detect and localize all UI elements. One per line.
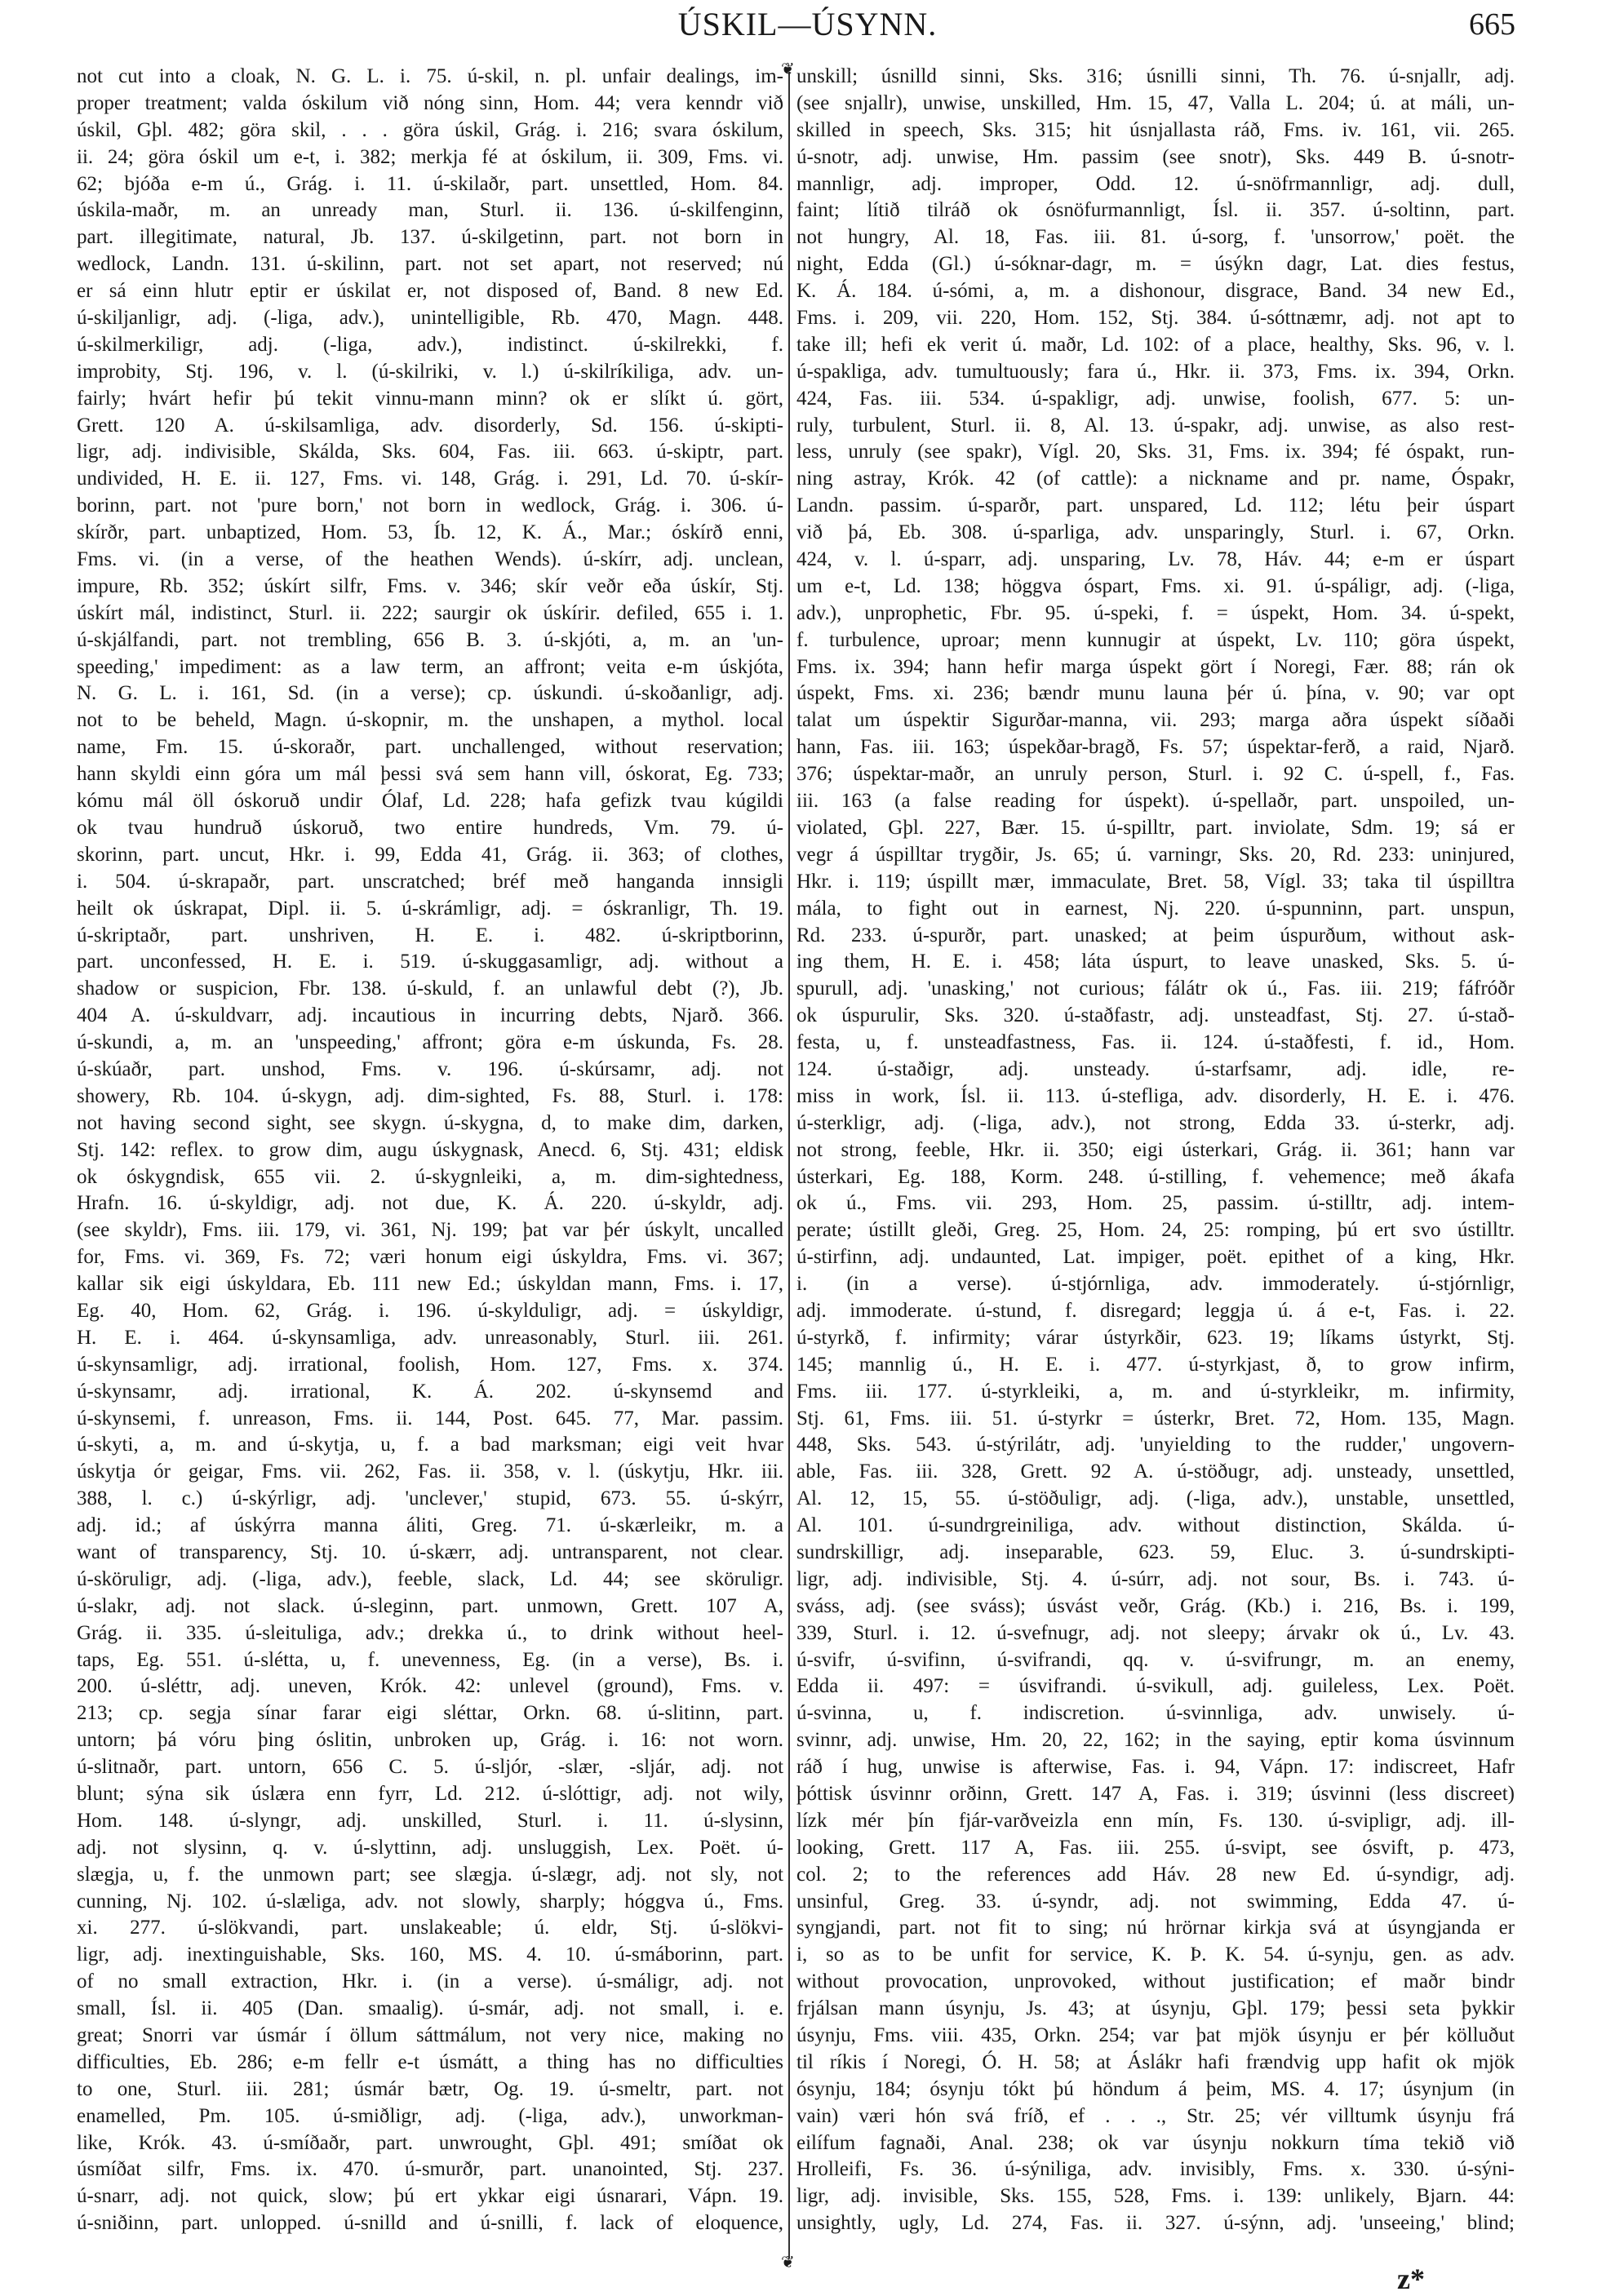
dictionary-line: svinnr, adj. unwise, Hm. 20, 22, 162; in the saying, eptir koma úsvinnum [796, 1729, 1515, 1752]
dictionary-line: cunning, Nj. 102. ú-slæliga, adv. not slowly, sharply; hóggva ú., Fms. [77, 1890, 783, 1913]
dictionary-line: ok tvau hundruð úskoruð, two entire hundreds, Vm. 79. ú- [77, 816, 783, 839]
dictionary-line: þóttisk úsvinnr orðinn, Grett. 147 A, Fas. i. 319; úsvinni (less discreet) [796, 1783, 1515, 1805]
right-column [796, 64, 1515, 2237]
dictionary-line: Edda ii. 497: = úsvifrandi. ú-svikull, adj. guileless, Lex. Poët. [796, 1675, 1515, 1698]
dictionary-line: úskil, Gþl. 482; göra skil, . . . göra úskil, Grág. i. 216; svara óskilum, [77, 118, 783, 141]
dictionary-line: skírðr, part. unbaptized, Hom. 53, Íb. 12, K. Á., Mar.; óskírð enni, [77, 521, 783, 544]
dictionary-line: able, Fas. iii. 328, Grett. 92 A. ú-stöðugr, adj. unsteady, unsettled, [796, 1460, 1515, 1483]
dictionary-line: faint; lítið tilráð ok ósnöfurmannligt, Ísl. ii. 357. ú-soltinn, part. [796, 199, 1515, 222]
dictionary-line: Rd. 233. ú-spurðr, part. unasked; at þeim úspurðum, without ask- [796, 924, 1515, 946]
dictionary-line: ruly, turbulent, Sturl. ii. 8, Al. 13. ú-spakr, adj. unwise, as also rest- [796, 414, 1515, 437]
dictionary-line: undivided, H. E. ii. 127, Fms. vi. 148, Grág. i. 291, Ld. 70. ú-skír- [77, 468, 783, 490]
dictionary-line: 339, Sturl. i. 12. ú-svefnugr, adj. not sleepy; árvakr ok ú., Lv. 43. [796, 1621, 1515, 1644]
dictionary-line: skorinn, part. uncut, Hkr. i. 99, Edda 41, Grág. ii. 363; of clothes, [77, 843, 783, 866]
dictionary-line: fairly; hvárt hefir þú tekit vinnu-mann minn? ok er slíkt ú. gört, [77, 387, 783, 410]
dictionary-line: ú-slitnaðr, part. untorn, 656 C. 5. ú-sljór, -slær, -sljár, adj. not [77, 1756, 783, 1779]
dictionary-line: for, Fms. vi. 369, Fs. 72; væri honum eigi úskyldra, Fms. vi. 367; [77, 1246, 783, 1269]
dictionary-line: not cut into a cloak, N. G. L. i. 75. ú-skil, n. pl. unfair dealings, im- [77, 65, 783, 87]
dictionary-line: 424, v. l. ú-sparr, adj. unsparing, Lv. 78, Háv. 44; e-m er úspart [796, 548, 1515, 571]
dictionary-line: Fms. i. 209, vii. 220, Hom. 152, Stj. 384. ú-sóttnæmr, adj. not apt to [796, 307, 1515, 330]
dictionary-line: i. 504. ú-skrapaðr, part. unscratched; bréf með hanganda innsigli [77, 870, 783, 893]
dictionary-line: slægja, u, f. the unmown part; see slægja. ú-slægr, adj. not sly, not [77, 1863, 783, 1886]
dictionary-line: enamelled, Pm. 105. ú-smiðligr, adj. (-liga, adv.), unworkman- [77, 2104, 783, 2127]
dictionary-line: adv.), unprophetic, Fbr. 95. ú-speki, f. = úspekt, Hom. 34. ú-spekt, [796, 601, 1515, 624]
dictionary-line: 376; úspektar-maðr, an unruly person, Sturl. i. 92 C. ú-spell, f., Fas. [796, 763, 1515, 786]
dictionary-line: Al. 101. ú-sundrgreiniliga, adv. without distinction, Skálda. ú- [796, 1514, 1515, 1537]
dictionary-line: ú-spakliga, adv. tumultuously; fara ú., Hkr. ii. 373, Fms. ix. 394, Orkn. [796, 360, 1515, 383]
ornament-icon: ❦ [781, 60, 795, 78]
dictionary-line: 213; cp. segja sínar farar eigi sléttar, Orkn. 68. ú-slitinn, part. [77, 1702, 783, 1725]
dictionary-line: ing them, H. E. i. 458; láta úspurt, to leave unasked, Sks. 5. ú- [796, 951, 1515, 973]
dictionary-line: skilled in speech, Sks. 315; hit úsnjallasta ráð, Fms. iv. 161, vii. 265. [796, 118, 1515, 141]
dictionary-line: looking, Grett. 117 A, Fas. iii. 255. ú-svipt, see ósvift, p. 473, [796, 1836, 1515, 1859]
dictionary-line: ú-skriptaðr, part. unshriven, H. E. i. 482. ú-skriptborinn, [77, 924, 783, 946]
dictionary-line: ú-skynsamr, adj. irrational, K. Á. 202. ú-skynsemd and [77, 1380, 783, 1403]
dictionary-line: less, unruly (see spakr), Vígl. 20, Sks. 31, Fms. ix. 394; fé óspakt, run- [796, 441, 1515, 463]
dictionary-line: syngjandi, part. not fit to sing; nú hrörnar kirkja svá at úsyngjanda er [796, 1917, 1515, 1939]
dictionary-line: xi. 277. ú-slökvandi, part. unslakeable; ú. eldr, Stj. ú-slökvi- [77, 1917, 783, 1939]
dictionary-line: ii. 24; göra óskil um e-t, i. 382; merkja fé at óskilum, ii. 309, Fms. vi. [77, 145, 783, 168]
dictionary-line: um e-t, Ld. 138; höggva óspart, Fms. xi. 91. ú-spáligr, adj. (-liga, [796, 574, 1515, 597]
dictionary-line: Fms. iii. 177. ú-styrkleiki, a, m. and ú-styrkleikr, m. infirmity, [796, 1380, 1515, 1403]
dictionary-line: i, so as to be unfit for service, K. Þ. K. 54. ú-synju, gen. as adv. [796, 1944, 1515, 1966]
dictionary-line: improbity, Stj. 196, v. l. (ú-skilriki, v. l.) ú-skilríkiliga, adv. un- [77, 360, 783, 383]
dictionary-line: 124. ú-staðigr, adj. unsteady. ú-starfsamr, adj. idle, re- [796, 1057, 1515, 1080]
dictionary-line: Hrafn. 16. ú-skyldigr, adj. not due, K. Á. 220. ú-skyldr, adj. [77, 1192, 783, 1215]
dictionary-line: ú-sköruligr, adj. (-liga, adv.), feeble, slack, Ld. 44; see sköruligr. [77, 1567, 783, 1590]
dictionary-line: 145; mannlig ú., H. E. i. 477. ú-styrkjast, ð, to grow infirm, [796, 1353, 1515, 1376]
dictionary-line: adj. id.; af úskýrra manna áliti, Greg. 71. ú-skærleikr, m. a [77, 1514, 783, 1537]
dictionary-line: Stj. 142: reflex. to grow dim, augu úskygnask, Anecd. 6, Stj. 431; eldisk [77, 1138, 783, 1161]
dictionary-line: spurull, adj. 'unasking,' not curious; fálátr ok ú., Fas. iii. 219; fáfróðr [796, 977, 1515, 1000]
dictionary-line: úskytja ór geigar, Fms. vii. 262, Fas. ii. 358, v. l. (úskytju, Hkr. iii. [77, 1460, 783, 1483]
dictionary-line: iii. 163 (a false reading for úspekt). ú-spellaðr, part. unspoiled, un- [796, 790, 1515, 813]
column-divider [788, 72, 790, 2258]
dictionary-line: K. Á. 184. ú-sómi, a, m. a dishonour, disgrace, Band. 34 new Ed., [796, 280, 1515, 303]
dictionary-line: ú-stirfinn, adj. undaunted, Lat. impiger, poët. epithet of a king, Hkr. [796, 1246, 1515, 1269]
dictionary-line: ú-sniðinn, part. unlopped. ú-snilld and ú-snilli, f. lack of eloquence, [77, 2212, 783, 2235]
dictionary-line: úsmíðat silfr, Fms. ix. 470. ú-smurðr, part. unanointed, Stj. 237. [77, 2158, 783, 2181]
dictionary-line: ú-svifr, ú-svifinn, ú-svifrandi, qq. v. ú-svifrungr, m. an enemy, [796, 1648, 1515, 1671]
dictionary-line: unsinful, Greg. 33. ú-syndr, adj. not swimming, Edda 47. ú- [796, 1890, 1515, 1913]
dictionary-line: (see snjallr), unwise, unskilled, Hm. 15, 47, Valla L. 204; ú. at máli, un- [796, 91, 1515, 114]
dictionary-line: untorn; þá vóru þing óslitin, unbroken up, Grág. i. 16: not worn. [77, 1729, 783, 1752]
dictionary-line: ú-skiljanligr, adj. (-liga, adv.), unintelligible, Rb. 470, Magn. 448. [77, 307, 783, 330]
dictionary-line: ósynju, 184; ósynju tókt þú höndum á þeim, MS. 4. 17; úsynjum (in [796, 2077, 1515, 2100]
dictionary-line: ú-sterkligr, adj. (-liga, adv.), not strong, Edda 33. ú-sterkr, adj. [796, 1111, 1515, 1134]
dictionary-line: ú-styrkð, f. infirmity; várar ústyrkðir, 623. 19; líkams ústyrkt, Stj. [796, 1326, 1515, 1349]
dictionary-line: Landn. passim. ú-sparðr, part. unspared, Ld. 112; létu þeir úspart [796, 494, 1515, 517]
dictionary-line: borinn, part. not 'pure born,' not born in wedlock, Grág. i. 306. ú- [77, 494, 783, 517]
dictionary-line: ok ú., Fms. vii. 293, Hom. 25, passim. ú-stilltr, adj. intem- [796, 1192, 1515, 1215]
dictionary-line: mála, to fight out in earnest, Nj. 220. ú-spunninn, part. unspun, [796, 897, 1515, 920]
dictionary-line: ú-snotr, adj. unwise, Hm. passim (see snotr), Sks. 449 B. ú-snotr- [796, 145, 1515, 168]
dictionary-line: úspekt, Fms. xi. 236; bændr munu launa þér ú. þína, v. 90; var opt [796, 682, 1515, 705]
dictionary-line: Grág. ii. 335. ú-sleituliga, adv.; drekka ú., to drink without heel- [77, 1621, 783, 1644]
dictionary-line: 62; bjóða e-m ú., Grág. i. 11. ú-skilaðr, part. unsettled, Hom. 84. [77, 172, 783, 195]
dictionary-line: ning astray, Krók. 42 (of cattle): a nickname and pr. name, Óspakr, [796, 468, 1515, 490]
dictionary-line: ú-skynsemi, f. unreason, Fms. ii. 144, Post. 645. 77, Mar. passim. [77, 1407, 783, 1429]
dictionary-line: ú-skjálfandi, part. not trembling, 656 B. 3. ú-skjóti, a, m. an 'un- [77, 628, 783, 651]
dictionary-line: great; Snorri var úsmár í öllum sáttmálum, not very nice, making no [77, 2024, 783, 2047]
dictionary-line: speeding,' impediment: as a law term, an affront; veita e-m úskjóta, [77, 655, 783, 678]
dictionary-line: er sá einn hlutr eptir er úskilat er, not disposed of, Band. 8 new Ed. [77, 280, 783, 303]
dictionary-line: hann, Fas. iii. 163; úspekðar-bragð, Fs. 57; úspektar-ferð, a raid, Njarð. [796, 736, 1515, 759]
dictionary-line: violated, Gþl. 227, Bær. 15. ú-spilltr, part. inviolate, Sdm. 19; sá er [796, 816, 1515, 839]
dictionary-line: Hom. 148. ú-slyngr, adj. unskilled, Sturl. i. 11. ú-slysinn, [77, 1809, 783, 1832]
dictionary-line: vegr á úspilltar trygðir, Js. 65; ú. varningr, Sks. 20, Rd. 233: uninjured, [796, 843, 1515, 866]
dictionary-line: ústerkari, Eg. 188, Korm. 248. ú-stilling, f. vehemence; með ákafa [796, 1165, 1515, 1188]
dictionary-line: ú-skundi, a, m. an 'unspeeding,' affront; göra e-m úskunda, Fs. 28. [77, 1031, 783, 1054]
dictionary-line: perate; ústillt gleði, Greg. 25, Hom. 24, 25: romping, þú ert svo ústilltr. [796, 1219, 1515, 1242]
dictionary-line: talat um úspektir Sigurðar-manna, vii. 293; marga aðra úspekt síðaði [796, 709, 1515, 732]
dictionary-line: festa, u, f. unsteadfastness, Fas. ii. 124. ú-staðfesti, f. id., Hom. [796, 1031, 1515, 1054]
dictionary-line: 448, Sks. 543. ú-stýrilátr, adj. 'unyielding to the rudder,' ungovern- [796, 1434, 1515, 1456]
dictionary-line: difficulties, Eb. 286; e-m fellr e-t úsmátt, a thing has no difficulties [77, 2050, 783, 2073]
dictionary-line: 388, l. c.) ú-skýrligr, adj. 'unclever,' stupid, 673. 55. ú-skýrr, [77, 1487, 783, 1510]
dictionary-line: like, Krók. 43. ú-smíðaðr, part. unwrought, Gþl. 491; smíðat ok [77, 2131, 783, 2154]
dictionary-line: 424, Fas. iii. 534. ú-spakligr, adj. unwise, foolish, 677. 5: un- [796, 387, 1515, 410]
dictionary-line: vain) væri hón svá fríð, ef . . ., Str. 25; vér villtumk úsynju frá [796, 2104, 1515, 2127]
dictionary-line: adj. immoderate. ú-stund, f. disregard; leggja ú. á e-t, Fas. i. 22. [796, 1299, 1515, 1322]
dictionary-line: Al. 12, 15, 55. ú-stöðuligr, adj. (-liga, adv.), unstable, unsettled, [796, 1487, 1515, 1510]
dictionary-line: ok óskygndisk, 655 vii. 2. ú-skygnleiki, a, m. dim-sightedness, [77, 1165, 783, 1188]
dictionary-line: H. E. i. 464. ú-skynsamliga, adv. unreasonably, Sturl. iii. 261. [77, 1326, 783, 1349]
dictionary-line: 404 A. ú-skuldvarr, adj. incautious in incurring debts, Njarð. 366. [77, 1004, 783, 1027]
dictionary-line: part. unconfessed, H. E. i. 519. ú-skuggasamligr, adj. without a [77, 951, 783, 973]
dictionary-line: N. G. L. i. 161, Sd. (in a verse); cp. úskundi. ú-skoðanligr, adj. [77, 682, 783, 705]
dictionary-line: ú-skilmerkiligr, adj. (-liga, adv.), indistinct. ú-skilrekki, f. [77, 333, 783, 356]
dictionary-line: við þá, Eb. 308. ú-sparliga, adv. unsparingly, Sturl. i. 67, Orkn. [796, 521, 1515, 544]
dictionary-line: Grett. 120 A. ú-skilsamliga, adv. disorderly, Sd. 156. ú-skipti- [77, 414, 783, 437]
dictionary-line: Eg. 40, Hom. 62, Grág. i. 196. ú-skylduligr, adj. = úskyldigr, [77, 1299, 783, 1322]
dictionary-line: úskírt mál, indistinct, Sturl. ii. 222; saurgir ok úskírir. defiled, 655 i. 1. [77, 601, 783, 624]
dictionary-line: Stj. 61, Fms. iii. 51. ú-styrkr = ústerkr, Bret. 72, Hom. 135, Magn. [796, 1407, 1515, 1429]
dictionary-line: ú-skúaðr, part. unshod, Fms. v. 196. ú-skúrsamr, adj. not [77, 1057, 783, 1080]
dictionary-line: unsightly, ugly, Ld. 274, Fas. ii. 327. ú-sýnn, adj. 'unseeing,' blind; [796, 2212, 1515, 2235]
dictionary-line: ú-slakr, adj. not slack. ú-sleginn, part. unmown, Grett. 107 A, [77, 1594, 783, 1617]
dictionary-line: kómu mál öll óskoruð undir Ólaf, Ld. 228; hafa gefizk tvau kúgildi [77, 790, 783, 813]
dictionary-line: want of transparency, Stj. 10. ú-skærr, adj. untransparent, not clear. [77, 1540, 783, 1563]
left-column [77, 64, 783, 2237]
dictionary-line: without provocation, unprovoked, without justification; ef maðr bindr [796, 1970, 1515, 1993]
dictionary-line: of no small extraction, Hkr. i. (in a verse). ú-smáligr, adj. not [77, 1970, 783, 1993]
dictionary-line: small, Ísl. ii. 405 (Dan. smaalig). ú-smár, adj. not small, i. e. [77, 1997, 783, 2020]
dictionary-line: ú-skynsamligr, adj. irrational, foolish, Hom. 127, Fms. x. 374. [77, 1353, 783, 1376]
dictionary-line: ráð í hug, unwise is afterwise, Fas. i. 94, Vápn. 17: indiscreet, Hafr [796, 1756, 1515, 1779]
dictionary-line: to one, Sturl. iii. 281; úsmár bætr, Og. 19. ú-smeltr, part. not [77, 2077, 783, 2100]
dictionary-line: Hkr. i. 119; úspillt mær, immaculate, Bret. 58, Vígl. 33; taka til úspilltra [796, 870, 1515, 893]
dictionary-line: col. 2; to the references add Háv. 28 new Ed. ú-syndigr, adj. [796, 1863, 1515, 1886]
dictionary-line: not to be beheld, Magn. ú-skopnir, m. the unshapen, a mythol. local [77, 709, 783, 732]
dictionary-line: Fms. ix. 394; hann hefir marga úspekt gört í Noregi, Fær. 88; rán ok [796, 655, 1515, 678]
dictionary-line: ligr, adj. indivisible, Skálda, Sks. 604, Fas. iii. 663. ú-skiptr, part. [77, 441, 783, 463]
dictionary-line: miss in work, Ísl. ii. 113. ú-stefliga, adv. disorderly, H. E. i. 476. [796, 1084, 1515, 1107]
dictionary-line: mannligr, adj. improper, Odd. 12. ú-snöfrmannligr, adj. dull, [796, 172, 1515, 195]
dictionary-line: take ill; hefi ek verit ú. maðr, Ld. 102: of a place, healthy, Sks. 96, v. l. [796, 333, 1515, 356]
dictionary-line: night, Edda (Gl.) ú-sóknar-dagr, m. = úsýkn dagr, Lat. dies festus, [796, 253, 1515, 276]
dictionary-line: til ríkis í Noregi, Ó. H. 58; at Áslákr hafi frændvig upp hafit ok mjök [796, 2050, 1515, 2073]
dictionary-line: proper treatment; valda óskilum við nóng sinn, Hom. 44; vera kenndr við [77, 91, 783, 114]
dictionary-line: part. illegitimate, natural, Jb. 137. ú-skilgetinn, part. not born in [77, 226, 783, 249]
dictionary-line: ligr, adj. invisible, Sks. 155, 528, Fms. i. 139: unlikely, Bjarn. 44: [796, 2185, 1515, 2208]
dictionary-line: not strong, feeble, Hkr. ii. 350; eigi ústerkari, Grág. ii. 361; hann var [796, 1138, 1515, 1161]
dictionary-line: ok úspurulir, Sks. 320. ú-staðfastr, adj. unsteadfast, Stj. 27. ú-stað- [796, 1004, 1515, 1027]
running-head: ÚSKIL—ÚSYNN. [677, 6, 938, 42]
dictionary-line: eilífum fagnaði, Anal. 238; ok var úsynju nokkurn tíma tekið við [796, 2131, 1515, 2154]
dictionary-line: Hrolleifi, Fs. 36. ú-sýniliga, adv. invisibly, Fms. x. 330. ú-sýni- [796, 2158, 1515, 2181]
ornament-icon: ❦ [781, 2254, 795, 2272]
dictionary-line: i. (in a verse). ú-stjórnliga, adv. immoderately. ú-stjórnligr, [796, 1273, 1515, 1296]
dictionary-line: úsynju, Fms. viii. 435, Orkn. 254; var þat mjök úsynju er þér kölluðut [796, 2024, 1515, 2047]
dictionary-line: unskill; úsnilld sinni, Sks. 316; úsnilli sinni, Th. 76. ú-snjallr, adj. [796, 65, 1515, 87]
dictionary-line: wedlock, Landn. 131. ú-skilinn, part. not set apart, not reserved; nú [77, 253, 783, 276]
dictionary-line: showery, Rb. 104. ú-skygn, adj. dim-sighted, Fs. 88, Sturl. i. 178: [77, 1084, 783, 1107]
dictionary-line: hann skyldi einn góra um mál þessi svá sem hann vill, óskorat, Eg. 733; [77, 763, 783, 786]
dictionary-line: frjálsan mann úsynju, Js. 43; at úsynju, Gþl. 179; þessi seta þykkir [796, 1997, 1515, 2020]
dictionary-line: f. turbulence, uproar; menn kunnugir at úspekt, Lv. 110; göra úspekt, [796, 628, 1515, 651]
dictionary-line: impure, Rb. 352; úskírt silfr, Fms. v. 346; skír veðr eða úskír, Stj. [77, 574, 783, 597]
dictionary-line: heilt ok úskrapat, Dipl. ii. 5. ú-skrámligr, adj. = óskranligr, Th. 19. [77, 897, 783, 920]
dictionary-line: ú-svinna, u, f. indiscretion. ú-svinnliga, adv. unwisely. ú- [796, 1702, 1515, 1725]
dictionary-line: úskila-maðr, m. an unready man, Sturl. ii. 136. ú-skilfenginn, [77, 199, 783, 222]
dictionary-line: not having second sight, see skygn. ú-skygna, d, to make dim, darken, [77, 1111, 783, 1134]
dictionary-line: (see skyldr), Fms. iii. 179, vi. 361, Nj. 199; þat var þér úskylt, uncalled [77, 1219, 783, 1242]
dictionary-line: sváss, adj. (see sváss); úsvást veðr, Grág. (Kb.) i. 216, Bs. i. 199, [796, 1594, 1515, 1617]
dictionary-line: 200. ú-sléttr, adj. uneven, Krók. 42: unlevel (ground), Fms. v. [77, 1675, 783, 1698]
dictionary-line: ú-skyti, a, m. and ú-skytja, u, f. a bad marksman; eigi veit hvar [77, 1434, 783, 1456]
dictionary-line: taps, Eg. 551. ú-slétta, u, f. unevenness, Eg. (in a verse), Bs. i. [77, 1648, 783, 1671]
dictionary-line: name, Fm. 15. ú-skoraðr, part. unchallenged, without reservation; [77, 736, 783, 759]
dictionary-line: ligr, adj. inextinguishable, Sks. 160, MS. 4. 10. ú-smáborinn, part. [77, 1944, 783, 1966]
dictionary-line: sundrskilligr, adj. inseparable, 623. 59, Eluc. 3. ú-sundrskipti- [796, 1540, 1515, 1563]
signature-mark: z* [1397, 2263, 1425, 2295]
dictionary-line: not hungry, Al. 18, Fas. iii. 81. ú-sorg, f. 'unsorrow,' poët. the [796, 226, 1515, 249]
dictionary-line: ligr, adj. indivisible, Stj. 4. ú-súrr, adj. not sour, Bs. i. 743. ú- [796, 1567, 1515, 1590]
dictionary-line: adj. not slysinn, q. v. ú-slyttinn, adj. unsluggish, Lex. Poët. ú- [77, 1836, 783, 1859]
dictionary-line: shadow or suspicion, Fbr. 138. ú-skuld, f. an unlawful debt (?), Jb. [77, 977, 783, 1000]
dictionary-line: Fms. vi. (in a verse, of the heathen Wends). ú-skírr, adj. unclean, [77, 548, 783, 571]
dictionary-line: kallar sik eigi úskyldara, Eb. 111 new Ed.; úskyldan mann, Fms. i. 17, [77, 1273, 783, 1296]
dictionary-line: blunt; sýna sik úslæra enn fyrr, Ld. 212. ú-slóttigr, adj. not wily, [77, 1783, 783, 1805]
dictionary-line: ú-snarr, adj. not quick, slow; þú ert ykkar eigi úsnarari, Vápn. 19. [77, 2185, 783, 2208]
dictionary-line: lízk mér þín fjár-varðveizla enn mín, Fs. 130. ú-svipligr, adj. ill- [796, 1809, 1515, 1832]
page-number: 665 [1469, 7, 1515, 42]
